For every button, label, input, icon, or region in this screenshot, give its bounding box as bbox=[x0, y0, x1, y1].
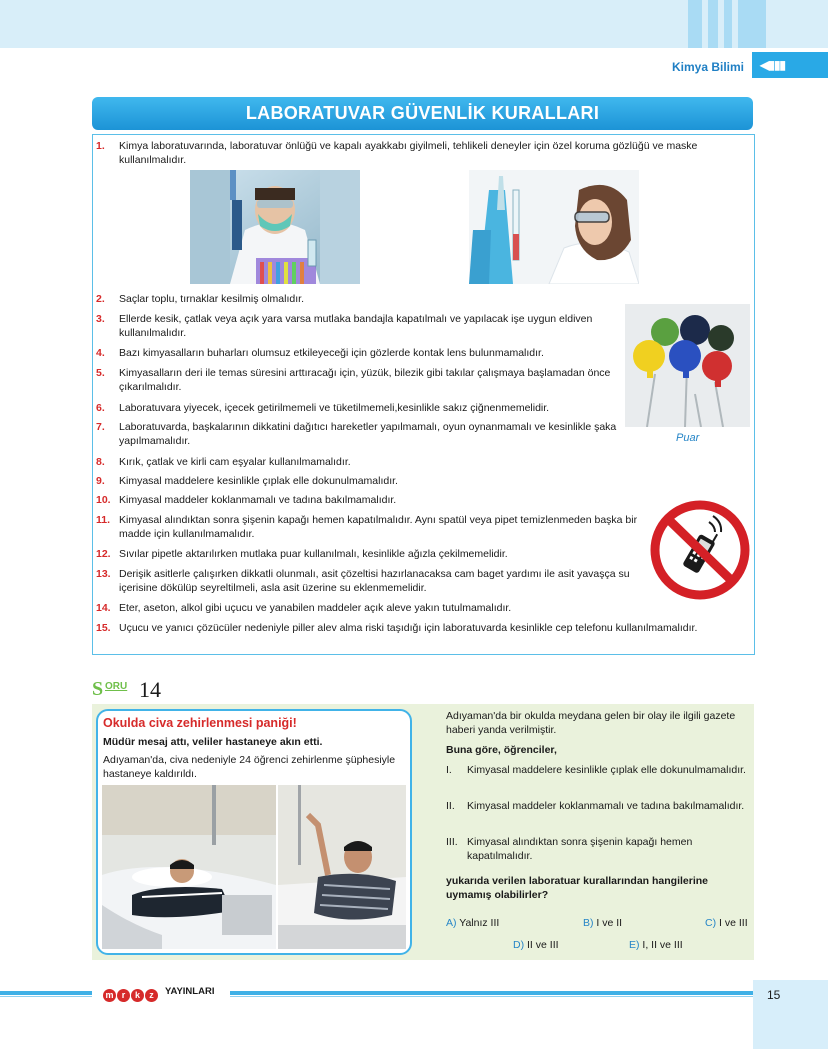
statement-2 bbox=[446, 799, 751, 813]
option-text: Yalnız III bbox=[459, 917, 500, 929]
rule-text: Sıvılar pipetle aktarılırken mutlaka puar kullanılmalı, kesinlikle ağızla çekilmemelidir. bbox=[119, 548, 508, 560]
option-a[interactable] bbox=[446, 917, 499, 929]
rule-number: 9. bbox=[96, 475, 105, 487]
rule-item-4 bbox=[96, 346, 626, 360]
option-letter: D) bbox=[513, 939, 525, 951]
rule-number: 13. bbox=[96, 568, 111, 580]
rule-item-8 bbox=[96, 455, 626, 469]
rule-number: 5. bbox=[96, 367, 105, 379]
option-e[interactable] bbox=[629, 939, 683, 951]
option-letter: C) bbox=[705, 917, 717, 929]
news-title: Okulda civa zehirlenmesi paniği! bbox=[103, 716, 297, 730]
rule-item-1 bbox=[96, 139, 748, 167]
news-clipping bbox=[96, 709, 412, 955]
statement-number: II. bbox=[446, 800, 455, 812]
statement-number: I. bbox=[446, 764, 452, 776]
section-title: LABORATUVAR GÜVENLİK KURALLARI bbox=[92, 97, 753, 130]
footer-rule bbox=[0, 991, 92, 995]
rule-text: Laboratuvara yiyecek, içecek getirilmemeli ve tüketilmemeli,kesinlikle sakız çiğnenmemelidir. bbox=[119, 402, 550, 414]
rule-text: Uçucu ve yanıcı çözücüler nedeniyle piller alev alma riski taşıdığı için laboratuvarda kesinlikle cep telefonu kullanılmamalıdır. bbox=[119, 622, 698, 634]
header-stripe bbox=[708, 0, 718, 48]
rule-number: 2. bbox=[96, 293, 105, 305]
photo-lab-technician bbox=[190, 170, 360, 284]
statement-3 bbox=[446, 835, 751, 863]
footer-rule-thin bbox=[0, 996, 92, 997]
logo-letter: k bbox=[131, 989, 144, 1002]
header-stripe bbox=[724, 0, 732, 48]
photo-scientist-goggles bbox=[469, 170, 639, 284]
logo-letter: z bbox=[145, 989, 158, 1002]
question-prompt: Buna göre, öğrenciler, bbox=[446, 744, 557, 756]
rule-item-14 bbox=[96, 601, 748, 615]
rule-text: Saçlar toplu, tırnaklar kesilmiş olmalıdır. bbox=[119, 293, 304, 305]
rule-item-9 bbox=[96, 474, 626, 488]
rule-item-7 bbox=[96, 420, 626, 448]
question-ask: yukarıda verilen laboratuar kurallarından hangilerine uymamış olabilirler? bbox=[446, 875, 709, 901]
rule-text: Kimyasal alındıktan sonra şişenin kapağı hemen kapatılmalıdır. Aynı spatül veya pipet temizlenmeden başka bir madde için kullanılmamalıdır. bbox=[119, 514, 638, 540]
puar-caption: Puar bbox=[676, 432, 700, 444]
rule-number: 10. bbox=[96, 494, 111, 506]
publisher-name: YAYINLARI bbox=[165, 986, 215, 997]
footer-rule-thin bbox=[230, 996, 753, 997]
rule-text: Ellerde kesik, çatlak veya açık yara varsa mutlaka bandajla kapatılmalı ve yapılacak işe uygun eldiven kullanılmalıdır. bbox=[119, 313, 593, 339]
arrow-left-icon: ◀▮▮▮ bbox=[760, 58, 786, 72]
subject-title: Kimya Bilimi bbox=[671, 60, 744, 74]
page-number-box bbox=[753, 980, 828, 1049]
logo-letter: r bbox=[117, 989, 130, 1002]
option-c[interactable] bbox=[705, 917, 748, 929]
rule-text: Laboratuvarda, başkalarının dikkatini dağıtıcı hareketler yapılmamalı, oyun oynanmamalı ve kesinlikle şaka yapılmamalıdır. bbox=[119, 421, 617, 447]
photo-puar-bulbs bbox=[625, 304, 750, 427]
rule-text: Kimyasal maddelere kesinlikle çıplak elle dokunulmamalıdır. bbox=[119, 475, 398, 487]
rule-item-5 bbox=[96, 366, 626, 394]
rule-text: Kimyasal maddeler koklanmamalı ve tadına bakılmamalıdır. bbox=[119, 494, 397, 506]
statement-text: Kimyasal alındıktan sonra şişenin kapağı hemen kapatılmalıdır. bbox=[467, 836, 693, 862]
rule-item-10 bbox=[96, 493, 626, 507]
rule-number: 6. bbox=[96, 402, 105, 414]
news-photo-student-2 bbox=[278, 785, 406, 949]
rule-number: 11. bbox=[96, 514, 111, 526]
rule-number: 3. bbox=[96, 313, 105, 325]
rule-item-15 bbox=[96, 621, 748, 635]
statement-1 bbox=[446, 763, 751, 777]
question-number: 14 bbox=[139, 677, 161, 702]
option-d[interactable] bbox=[513, 939, 559, 951]
no-phone-icon bbox=[649, 500, 751, 600]
news-photo-student-1 bbox=[102, 785, 276, 949]
page-number: 15 bbox=[767, 988, 781, 1002]
header-band bbox=[0, 0, 828, 48]
rule-text: Kimyasalların deri ile temas süresini arttıracağı için, yüzük, bilezik gibi takılar çalışmaya başlamadan önce çıkarılmalıdır. bbox=[119, 367, 611, 393]
footer-rule bbox=[230, 991, 753, 995]
soru-word: ORU bbox=[105, 681, 128, 692]
rule-number: 15. bbox=[96, 622, 111, 634]
rule-text: Derişik asitlerle çalışırken dikkatli olunmalı, asit çözeltisi hazırlanacaksa cam baget yardımı ile asit yavaşça su içerisine dökülüp seyreltilmeli, asla asit üzerine su eklenmemelidir. bbox=[119, 568, 630, 594]
question-intro: Adıyaman'da bir okulda meydana gelen bir olay ile ilgili gazete haberi yanda verilmiştir. bbox=[446, 710, 736, 736]
rule-number: 1. bbox=[96, 140, 105, 152]
rule-text: Bazı kimyasalların buharları olumsuz etkileyeceği için gözlerde kontak lens bulunmamalıdır. bbox=[119, 347, 544, 359]
option-text: I, II ve III bbox=[642, 939, 683, 951]
rule-item-13 bbox=[96, 567, 641, 595]
rule-item-6 bbox=[96, 401, 626, 415]
statement-text: Kimyasal maddelere kesinlikle çıplak elle dokunulmamalıdır. bbox=[467, 764, 746, 776]
statement-text: Kimyasal maddeler koklanmamalı ve tadına bakılmamalıdır. bbox=[467, 800, 745, 812]
rule-number: 4. bbox=[96, 347, 105, 359]
header-stripe bbox=[688, 0, 702, 48]
option-letter: A) bbox=[446, 917, 457, 929]
rule-text: Eter, aseton, alkol gibi uçucu ve yanabilen maddeler açık aleve yakın tutulmamalıdır. bbox=[119, 602, 512, 614]
header-stripe bbox=[738, 0, 766, 48]
option-text: I ve III bbox=[719, 917, 748, 929]
option-text: I ve II bbox=[596, 917, 623, 929]
news-body: Adıyaman'da, civa nedeniyle 24 öğrenci zehirlenme şüphesiyle hastaneye kaldırıldı. bbox=[103, 754, 396, 780]
rule-number: 14. bbox=[96, 602, 111, 614]
publisher-logo bbox=[103, 985, 215, 1000]
option-letter: B) bbox=[583, 917, 594, 929]
logo-letter: m bbox=[103, 989, 116, 1002]
rule-text: Kimya laboratuvarında, laboratuvar önlüğü ve kapalı ayakkabı giyilmeli, tehlikeli deneyler için özel koruma gözlüğü ve maske kullanılmalıdır. bbox=[119, 140, 698, 166]
option-b[interactable] bbox=[583, 917, 622, 929]
rule-number: 12. bbox=[96, 548, 111, 560]
option-letter: E) bbox=[629, 939, 640, 951]
rule-number: 8. bbox=[96, 456, 105, 468]
soru-letter: S bbox=[92, 678, 104, 700]
rule-number: 7. bbox=[96, 421, 105, 433]
option-text: II ve III bbox=[527, 939, 559, 951]
statement-number: III. bbox=[446, 836, 458, 848]
rule-item-11 bbox=[96, 513, 641, 541]
rule-text: Kırık, çatlak ve kirli cam eşyalar kullanılmamalıdır. bbox=[119, 456, 351, 468]
rule-item-12 bbox=[96, 547, 641, 561]
rule-item-3 bbox=[96, 312, 626, 340]
news-subtitle: Müdür mesaj attı, veliler hastaneye akın etti. bbox=[103, 736, 323, 748]
rule-item-2 bbox=[96, 292, 616, 306]
